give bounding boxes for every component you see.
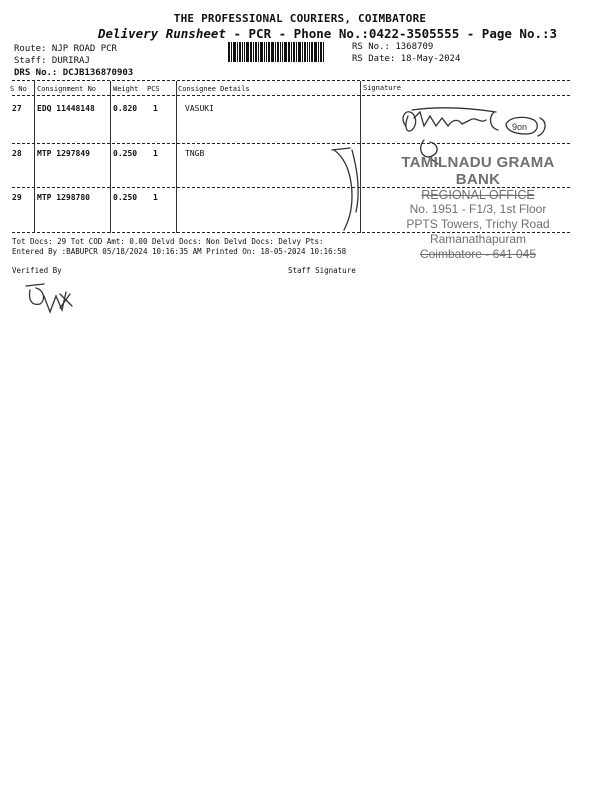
staff-signature-label: Staff Signature: [288, 266, 356, 275]
row-pcs: 1: [153, 104, 158, 113]
bank-stamp: [378, 154, 578, 261]
row-consignment: MTP 1297849: [37, 149, 90, 158]
svg-text:9on: 9on: [512, 122, 528, 132]
stamp-address-line3: Ramanathapuram: [429, 232, 527, 246]
col-pcs-header: PCS: [147, 85, 160, 93]
row-sno: 27: [12, 104, 22, 113]
verified-by-label: Verified By: [12, 266, 62, 275]
entered-by-line: Entered By :BABUPCR 05/18/2024 10:16:35 AM Printed On: 18-05-2024 10:16:58: [12, 247, 347, 256]
runsheet-title-details: - PCR - Phone No.:0422-3505555 - Page No.:3: [225, 26, 558, 41]
totals-line: Tot Docs: 29 Tot COD Amt: 0.00 Delvd Docs: Non Delvd Docs: Delvy Pts:: [12, 237, 324, 246]
drs-number: DRS No.: DCJB136870903: [14, 68, 134, 78]
col-sno-header: S No: [10, 85, 27, 93]
stamp-office: REGIONAL OFFICE: [421, 188, 535, 202]
row-consignment: EDQ 11448148: [37, 104, 95, 113]
stamp-address-line2: PPTS Towers, Trichy Road: [406, 217, 550, 231]
company-name: THE PROFESSIONAL COURIERS, COIMBATORE: [173, 12, 427, 25]
stamp-bank-name: TAMILNADU GRAMA BANK: [401, 154, 555, 188]
row-weight: 0.250: [113, 193, 138, 202]
row-consignment: MTP 1298780: [37, 193, 90, 202]
row-sno: 28: [12, 149, 22, 158]
stamp-address-line4: Coimbatore - 641 045: [419, 247, 537, 261]
rs-date: RS Date: 18-May-2024: [352, 54, 461, 64]
runsheet-title-label: Delivery Runsheet: [98, 26, 226, 41]
col-weight-header: Weight: [113, 85, 139, 93]
row-weight: 0.820: [113, 104, 138, 113]
row-weight: 0.250: [113, 149, 138, 158]
row-consignee: TNGB: [185, 149, 205, 158]
row-pcs: 1: [153, 193, 158, 202]
col-signature-header: Signature: [363, 84, 401, 92]
rs-number: RS No.: 1368709: [352, 42, 434, 52]
col-consignment-header: Consignment No: [37, 85, 97, 93]
verifier-signature: [26, 284, 72, 312]
stamp-address-line1: No. 1951 - F1/3, 1st Floor: [409, 202, 547, 216]
row-consignee: VASUKI: [185, 104, 214, 113]
row-sno: 29: [12, 193, 22, 202]
col-consignee-header: Consignee Details: [178, 85, 250, 93]
row-pcs: 1: [153, 149, 158, 158]
route-text: Route: NJP ROAD PCR: [14, 44, 117, 54]
staff-text: Staff: DURIRAJ: [14, 56, 90, 66]
